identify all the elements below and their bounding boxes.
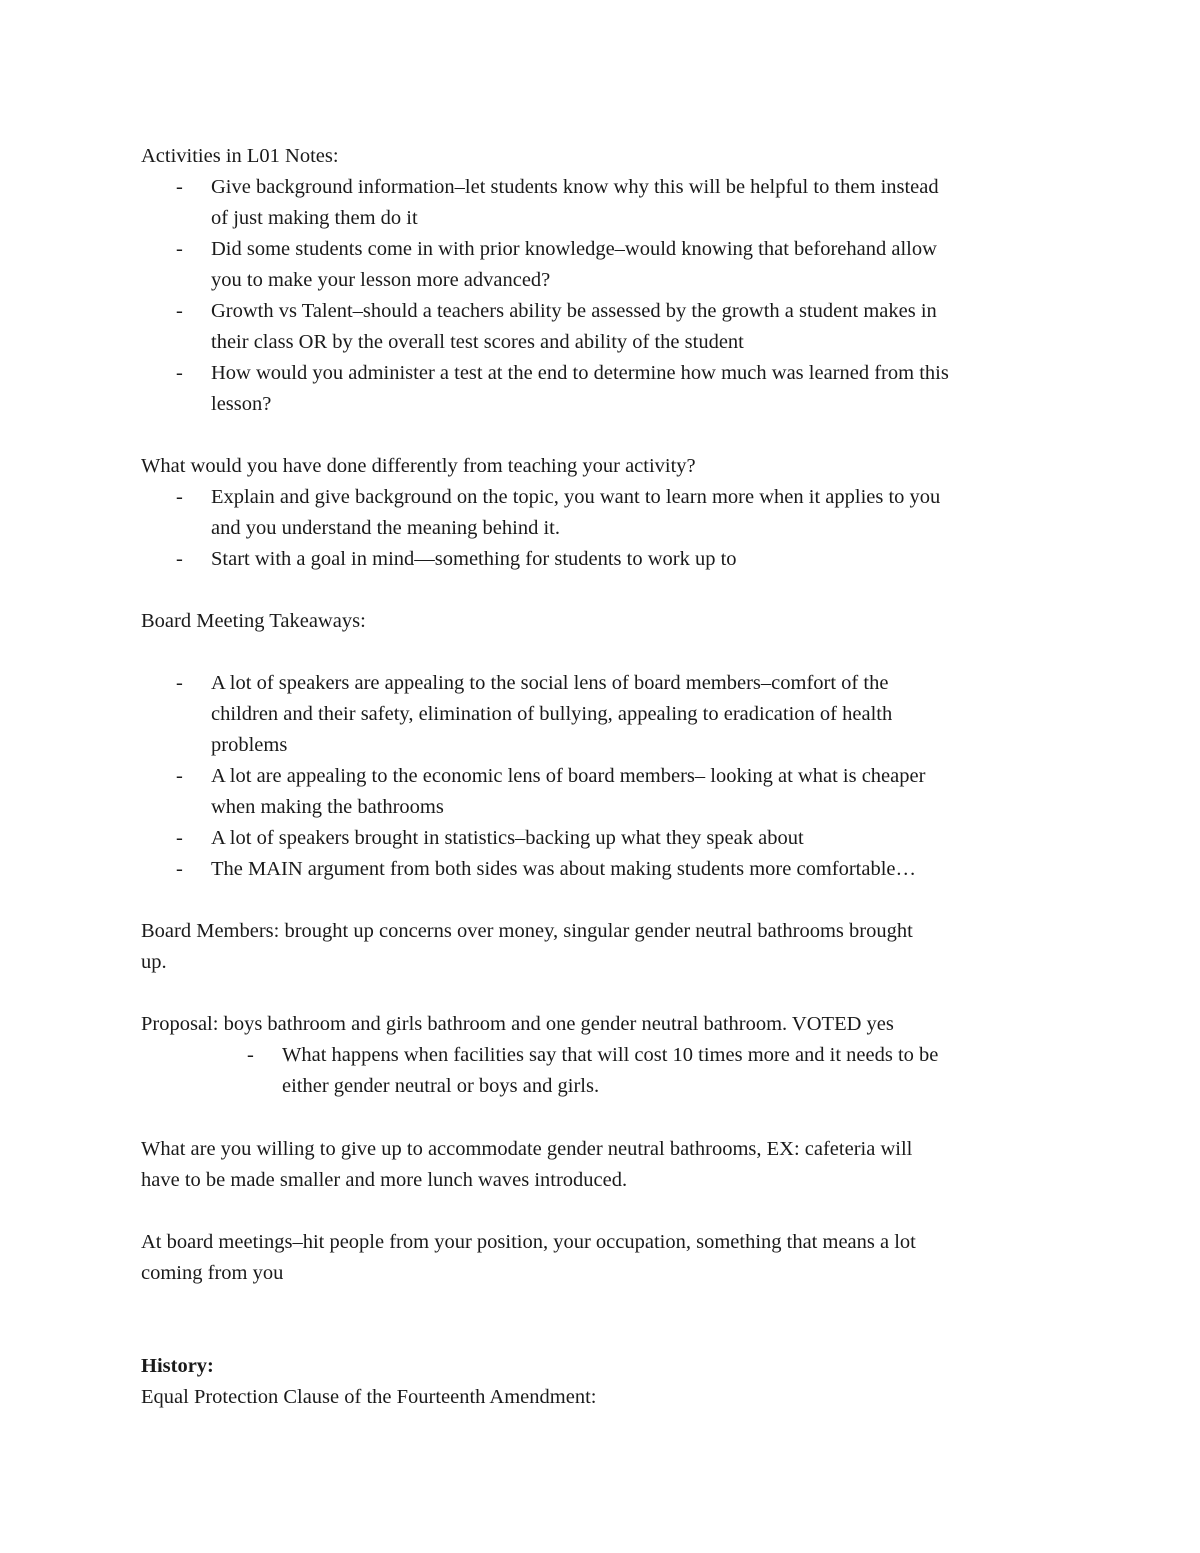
history-heading: History: <box>141 1355 214 1377</box>
activities-heading: Activities in L01 Notes: <box>141 145 339 167</box>
proposal-bullet-line-1: What happens when facilities say that will cost 10 times more and it needs to be <box>282 1044 939 1066</box>
activities-bullet-2-line-2: you to make your lesson more advanced? <box>211 269 551 291</box>
activities-bullet-3-line-2: their class OR by the overall test scores and ability of the student <box>211 331 744 353</box>
bullet-dash: - <box>176 827 183 849</box>
differently-heading: What would you have done differently from teaching your activity? <box>141 455 696 477</box>
bullet-dash: - <box>176 548 183 570</box>
takeaways-bullet-2-line-2: when making the bathrooms <box>211 796 444 818</box>
takeaways-bullet-1-line-1: A lot of speakers are appealing to the social lens of board members–comfort of the <box>211 672 889 694</box>
willing-line-2: have to be made smaller and more lunch waves introduced. <box>141 1169 628 1191</box>
activities-bullet-2-line-1: Did some students come in with prior knowledge–would knowing that beforehand allow <box>211 238 937 260</box>
at-board-line-1: At board meetings–hit people from your position, your occupation, something that means a lot <box>141 1231 916 1253</box>
history-line: Equal Protection Clause of the Fourteenth Amendment: <box>141 1386 597 1408</box>
board-members-line-2: up. <box>141 951 167 973</box>
bullet-dash: - <box>176 858 183 880</box>
bullet-dash: - <box>176 672 183 694</box>
bullet-dash: - <box>176 238 183 260</box>
differently-bullet-1-line-1: Explain and give background on the topic, you want to learn more when it applies to you <box>211 486 941 508</box>
activities-bullet-3-line-1: Growth vs Talent–should a teachers ability be assessed by the growth a student makes in <box>211 300 937 322</box>
board-takeaways-heading: Board Meeting Takeaways: <box>141 610 366 632</box>
bullet-dash: - <box>176 176 183 198</box>
bullet-dash: - <box>176 486 183 508</box>
activities-bullet-4-line-2: lesson? <box>211 393 272 415</box>
at-board-line-2: coming from you <box>141 1262 284 1284</box>
takeaways-bullet-3-line-1: A lot of speakers brought in statistics–backing up what they speak about <box>211 827 804 849</box>
bullet-dash: - <box>176 362 183 384</box>
bullet-dash: - <box>176 300 183 322</box>
willing-line-1: What are you willing to give up to accommodate gender neutral bathrooms, EX: cafeteria will <box>141 1138 913 1160</box>
proposal-line: Proposal: boys bathroom and girls bathroom and one gender neutral bathroom. VOTED yes <box>141 1013 894 1035</box>
activities-bullet-1-line-1: Give background information–let students know why this will be helpful to them instead <box>211 176 939 198</box>
differently-bullet-2-line-1: Start with a goal in mind—something for students to work up to <box>211 548 737 570</box>
proposal-bullet-line-2: either gender neutral or boys and girls. <box>282 1075 600 1097</box>
takeaways-bullet-2-line-1: A lot are appealing to the economic lens of board members– looking at what is cheaper <box>211 765 926 787</box>
bullet-dash: - <box>247 1044 254 1066</box>
takeaways-bullet-4-line-1: The MAIN argument from both sides was about making students more comfortable… <box>211 858 917 880</box>
activities-bullet-1-line-2: of just making them do it <box>211 207 418 229</box>
takeaways-bullet-1-line-3: problems <box>211 734 288 756</box>
bullet-dash: - <box>176 765 183 787</box>
takeaways-bullet-1-line-2: children and their safety, elimination of bullying, appealing to eradication of health <box>211 703 893 725</box>
activities-bullet-4-line-1: How would you administer a test at the end to determine how much was learned from this <box>211 362 949 384</box>
differently-bullet-1-line-2: and you understand the meaning behind it. <box>211 517 560 539</box>
board-members-line-1: Board Members: brought up concerns over money, singular gender neutral bathrooms brought <box>141 920 913 942</box>
